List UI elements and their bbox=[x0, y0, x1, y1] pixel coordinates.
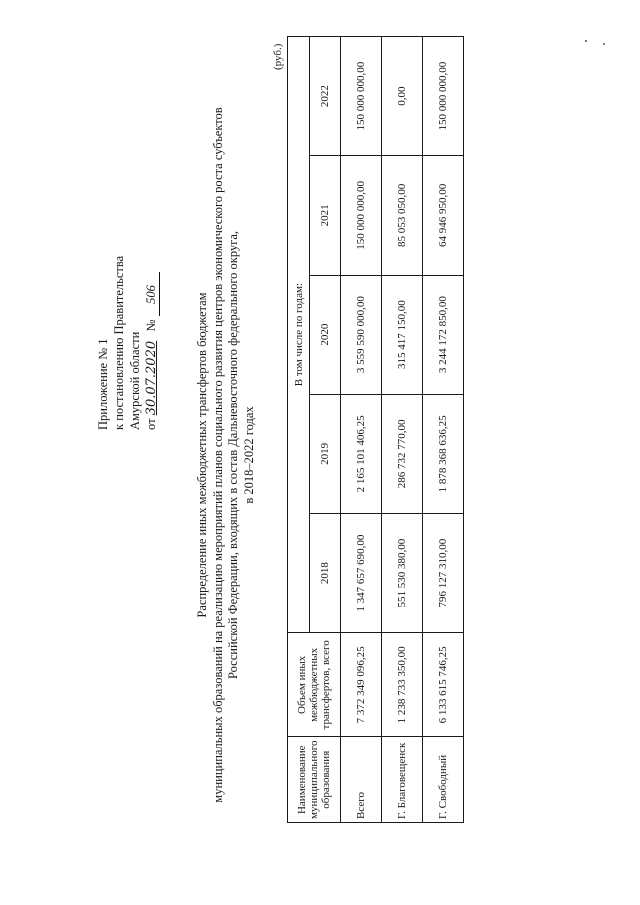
number-prefix: № bbox=[144, 319, 158, 332]
value-cell: 0,00 bbox=[382, 37, 423, 156]
value-cell: 64 946 950,00 bbox=[423, 156, 464, 275]
header-municipality: Наименование муниципального образования bbox=[288, 737, 341, 823]
municipality-name: Г. Свободный bbox=[423, 737, 464, 823]
value-cell: 3 559 590 000,00 bbox=[341, 275, 382, 394]
appendix-region: Амурской области bbox=[128, 331, 142, 430]
value-cell: 2 165 101 406,25 bbox=[341, 394, 382, 513]
value-cell: 1 878 368 636,25 bbox=[423, 394, 464, 513]
value-cell: 315 417 150,00 bbox=[382, 275, 423, 394]
handwritten-number: 506 bbox=[143, 272, 160, 316]
appendix-title: Приложение № 1 bbox=[96, 338, 110, 430]
title-line-1: Распределение иных межбюджетных трансфертов бюджетам bbox=[195, 292, 209, 618]
date-prefix: от bbox=[144, 418, 158, 430]
header-year: 2021 bbox=[310, 156, 341, 275]
value-cell: 150 000 000,00 bbox=[341, 156, 382, 275]
header-total: Объем иных межбюджетных трансфертов, всего bbox=[288, 633, 341, 737]
municipality-name: Всего bbox=[341, 737, 382, 823]
value-cell: 85 053 050,00 bbox=[382, 156, 423, 275]
value-cell: 551 530 380,00 bbox=[382, 514, 423, 633]
header-year: 2020 bbox=[310, 275, 341, 394]
distribution-table bbox=[287, 36, 464, 823]
value-cell: 150 000 000,00 bbox=[423, 37, 464, 156]
appendix-header bbox=[95, 256, 160, 430]
currency-unit: (руб.) bbox=[272, 43, 284, 70]
table-row bbox=[341, 37, 382, 823]
header-year: 2018 bbox=[310, 514, 341, 633]
appendix-date-number bbox=[143, 256, 160, 430]
table-row bbox=[423, 37, 464, 823]
value-cell: 796 127 310,00 bbox=[423, 514, 464, 633]
appendix-decree-line: к постановлению Правительства bbox=[112, 255, 126, 430]
value-cell: 3 244 172 850,00 bbox=[423, 275, 464, 394]
value-cell: 150 000 000,00 bbox=[341, 37, 382, 156]
table-row bbox=[382, 37, 423, 823]
title-line-2: муниципальных образований на реализацию мероприятий планов социального развития центров экономического роста субъектов bbox=[210, 107, 225, 803]
document-title bbox=[195, 45, 257, 865]
total-cell: 7 372 349 096,25 bbox=[341, 633, 382, 737]
total-cell: 1 238 733 350,00 bbox=[382, 633, 423, 737]
header-year: 2022 bbox=[310, 37, 341, 156]
total-cell: 6 133 615 746,25 bbox=[423, 633, 464, 737]
header-by-years: В том числе по годам: bbox=[288, 37, 310, 633]
value-cell: 286 732 770,00 bbox=[382, 394, 423, 513]
municipality-name: Г. Благовещенск bbox=[382, 737, 423, 823]
title-line-3: Российской Федерации, входящих в состав Дальневосточного федерального округа, bbox=[226, 231, 240, 680]
title-line-4: в 2018–2022 годах bbox=[241, 406, 256, 504]
header-year: 2019 bbox=[310, 394, 341, 513]
handwritten-date: 30.07.2020 bbox=[144, 340, 159, 416]
value-cell: 1 347 657 690,00 bbox=[341, 514, 382, 633]
